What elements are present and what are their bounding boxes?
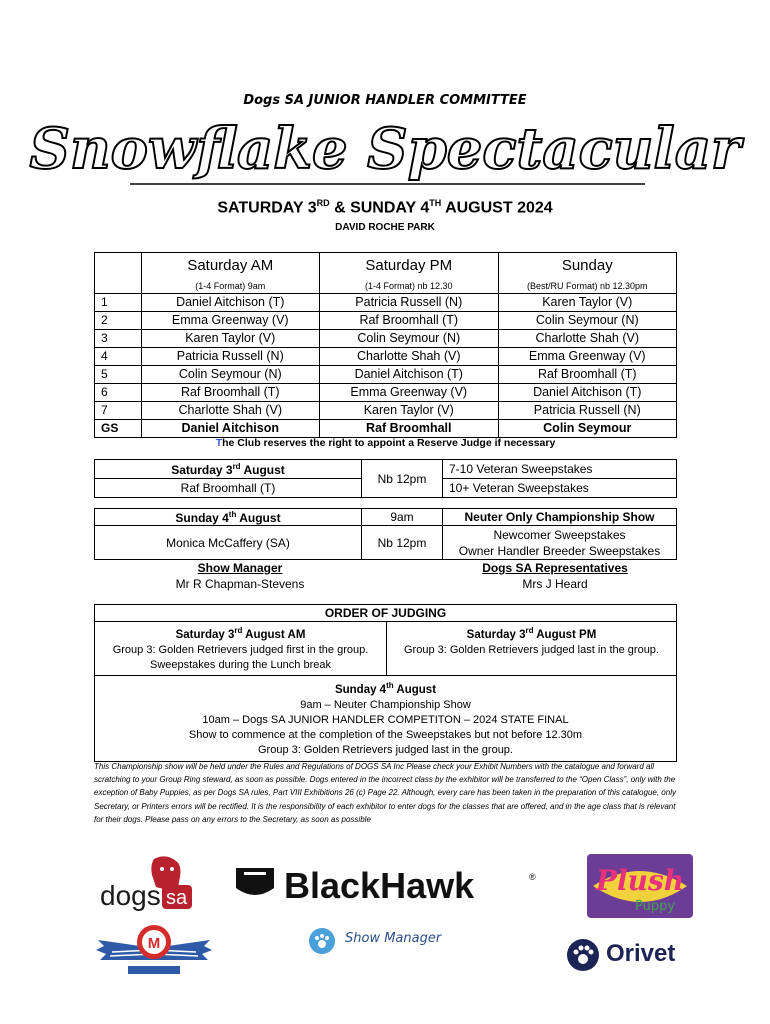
order-line: Show to commence at the completion of the Sweepstakes but not before 12.30m: [188, 728, 583, 741]
event-dates: SATURDAY 3RD & SUNDAY 4TH AUGUST 2024: [217, 198, 553, 217]
saturday-event: 10+ Veteran Sweepstakes: [443, 479, 677, 498]
group-number: 6: [95, 384, 142, 402]
judge-cell: Daniel Aitchison (T): [141, 294, 319, 312]
sunday-event: Newcomer Sweepstakes: [493, 527, 626, 542]
judge-cell: Karen Taylor (V): [141, 330, 319, 348]
col-format: (1-4 Format) 9am: [141, 279, 319, 294]
order-line: Group 3: Golden Retrievers judged first in the group.: [112, 643, 369, 656]
show-manager-logo: [307, 926, 477, 956]
judge-cell: Charlotte Shah (V): [320, 348, 499, 366]
svg-text:dogs: dogs: [100, 880, 161, 911]
header-blank: [95, 253, 142, 280]
blackhawk-logo: [232, 864, 542, 904]
table-row: [95, 294, 677, 312]
saturday-event: 7-10 Veteran Sweepstakes: [443, 460, 677, 479]
committee-heading: Dogs SA JUNIOR HANDLER COMMITTEE: [243, 93, 527, 108]
show-manager-block: [140, 561, 340, 591]
judge-cell: Colin Seymour (N): [141, 366, 319, 384]
winged-club-logo: [94, 920, 214, 988]
paw-globe-icon: [307, 926, 339, 956]
show-manager-name: Mr R Chapman-Stevens: [175, 577, 305, 591]
saturday-time: Nb 12pm: [362, 460, 443, 498]
table-row: [95, 384, 677, 402]
sunday-time: 9am: [362, 509, 443, 526]
judge-cell: Raf Broomhall (T): [498, 366, 676, 384]
table-row: [95, 366, 677, 384]
saturday-am-heading: Saturday 3rd August AM: [175, 626, 306, 641]
group-number: GS: [95, 420, 142, 438]
col-saturday-am: Saturday AM: [141, 253, 319, 280]
col-sunday: Sunday: [498, 253, 676, 280]
judge-cell: Colin Seymour (N): [320, 330, 499, 348]
event-title: Snowflake Spectacular: [29, 116, 741, 182]
saturday-pm-heading: Saturday 3rd August PM: [466, 626, 597, 641]
orivet-logo: [566, 938, 686, 972]
svg-text:M: M: [147, 935, 161, 952]
plush-puppy-logo: [585, 852, 695, 920]
order-of-judging-table: [94, 604, 677, 762]
dogs-sa-logo: [96, 855, 196, 913]
judge-cell: Charlotte Shah (V): [498, 330, 676, 348]
sunday-event: Neuter Only Championship Show: [443, 509, 677, 526]
col-format: (Best/RU Format) nb 12.30pm: [498, 279, 676, 294]
group-number: 1: [95, 294, 142, 312]
judge-cell: Patricia Russell (N): [320, 294, 499, 312]
sunday-events-table: [94, 508, 677, 560]
judge-cell: Daniel Aitchison (T): [320, 366, 499, 384]
svg-text:Puppy: Puppy: [634, 899, 676, 914]
group-number: 3: [95, 330, 142, 348]
fine-print: This Championship show will be held under the Rules and Regulations of DOGS SA Inc Please check your Exhibit Numbers with the catalogue and forward all scratching to your Group Ring steward, as soon as possible. Dogs entered in the incorrect class by the exhibitor will be transferred to the “Open Class”, only with the exception of Baby Puppies, as per Dogs SA rules, Part VIII Exhibitions 26 (c) Page 22. Although, every care has been taken in the preparation of this catalogue, only Secretary, or Printers errors will be rectified. It is the responsibility of each exhibitor to enter dogs for the classes that are offered, and in the age class that is relevant for their dogs. Please pass on any errors to the Secretary, as soon as possible: [94, 762, 676, 824]
table-row: [95, 312, 677, 330]
saturday-sweepstakes-table: [94, 459, 677, 498]
judge-cell: Raf Broomhall (T): [141, 384, 319, 402]
order-line: 9am – Neuter Championship Show: [300, 698, 471, 711]
group-number: 2: [95, 312, 142, 330]
order-line: Group 3: Golden Retrievers judged last in the group.: [404, 643, 659, 656]
group-number: 7: [95, 402, 142, 420]
reserve-note: The Club reserves the right to appoint a Reserve Judge if necessary: [215, 437, 556, 449]
representatives-name: Mrs J Heard: [522, 577, 588, 591]
judge-cell: Colin Seymour (N): [498, 312, 676, 330]
order-line: Sweepstakes during the Lunch break: [149, 658, 331, 671]
sunday-judge: Monica McCaffery (SA): [95, 526, 362, 560]
orivet-logo-text: Orivet: [606, 940, 676, 967]
judge-cell: Charlotte Shah (V): [141, 402, 319, 420]
table-row: [95, 330, 677, 348]
judge-cell: Karen Taylor (V): [498, 294, 676, 312]
show-manager-label: Show Manager: [197, 561, 283, 575]
representatives-label: Dogs SA Representatives: [482, 561, 628, 575]
saturday-am-order: [95, 622, 387, 676]
sunday-day: Sunday 4th August: [95, 509, 362, 526]
saturday-pm-order: [387, 622, 677, 676]
col-saturday-pm: Saturday PM: [320, 253, 499, 280]
judge-cell: Raf Broomhall: [320, 420, 499, 438]
judge-cell: Patricia Russell (N): [141, 348, 319, 366]
group-number: 4: [95, 348, 142, 366]
judge-cell: Raf Broomhall (T): [320, 312, 499, 330]
svg-text:®: ®: [529, 872, 536, 882]
sunday-event: Owner Handler Breeder Sweepstakes: [458, 543, 661, 558]
venue: DAVID ROCHE PARK: [335, 222, 435, 233]
order-title: ORDER OF JUDGING: [95, 605, 677, 622]
title-banner: [0, 108, 770, 188]
table-row-gs: [95, 420, 677, 438]
svg-text:sa: sa: [166, 887, 188, 909]
sunday-events: [443, 526, 677, 560]
judge-cell: Daniel Aitchison (T): [498, 384, 676, 402]
saturday-day: Saturday 3rd August: [95, 460, 362, 479]
sunday-time: Nb 12pm: [362, 526, 443, 560]
judge-cell: Emma Greenway (V): [320, 384, 499, 402]
judge-cell: Emma Greenway (V): [498, 348, 676, 366]
judge-cell: Colin Seymour: [498, 420, 676, 438]
col-format: (1-4 Format) nb 12.30: [320, 279, 499, 294]
sub-blank: [95, 279, 142, 294]
order-line: 10am – Dogs SA JUNIOR HANDLER COMPETITON – 2024 STATE FINAL: [202, 713, 569, 726]
judge-cell: Daniel Aitchison: [141, 420, 319, 438]
group-number: 5: [95, 366, 142, 384]
sunday-heading: Sunday 4th August: [334, 680, 437, 696]
svg-text:BlackHawk: BlackHawk: [284, 865, 475, 904]
order-line: Group 3: Golden Retrievers judged last in the group.: [258, 743, 513, 756]
judge-cell: Emma Greenway (V): [141, 312, 319, 330]
representatives-block: [440, 561, 670, 591]
svg-text:Plush: Plush: [595, 864, 685, 897]
show-manager-logo-text: Show Manager: [345, 931, 442, 946]
table-row: [95, 402, 677, 420]
judge-cell: Karen Taylor (V): [320, 402, 499, 420]
judges-table: [94, 252, 677, 438]
sunday-order: [95, 675, 677, 761]
saturday-judge: Raf Broomhall (T): [95, 479, 362, 498]
table-row: [95, 348, 677, 366]
paw-icon: [566, 938, 600, 972]
judge-cell: Patricia Russell (N): [498, 402, 676, 420]
